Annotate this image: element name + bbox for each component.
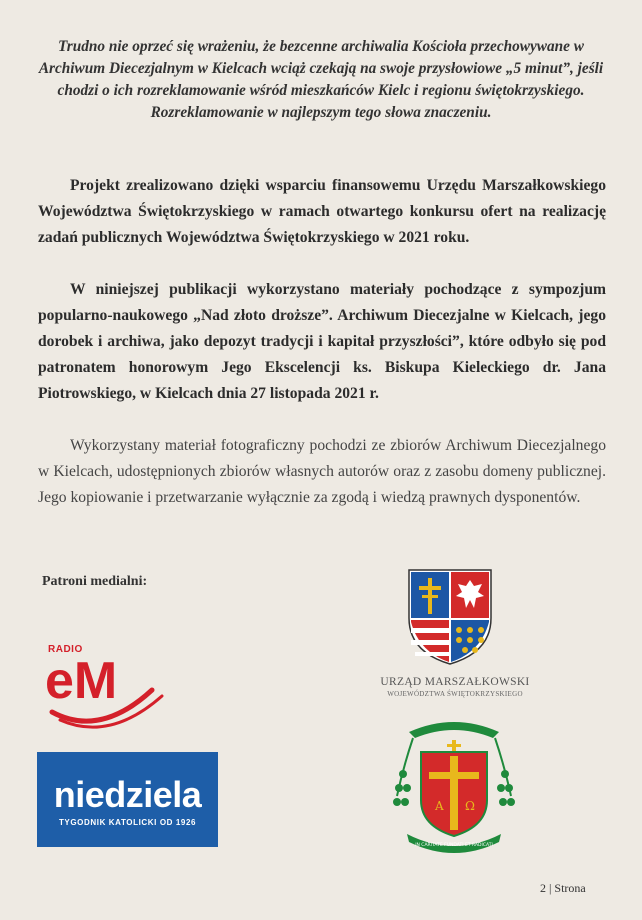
urzad-marszalkowski-line1: URZĄD MARSZAŁKOWSKI (380, 676, 530, 688)
page-number: 2 (540, 881, 546, 895)
media-patrons-label: Patroni medialni: (42, 574, 148, 589)
bishop-motto: IN CARITATE FUNDATI ET RADICATI (415, 843, 493, 848)
svg-text:A: A (435, 799, 444, 813)
radio-em-logo (40, 640, 170, 732)
niedziela-name: niedziela (53, 774, 202, 815)
radio-label: RADIO (48, 644, 83, 655)
intro-quote: Trudno nie oprzeć się wrażeniu, że bezcenne archiwalia Kościoła przechowywane w Archiwum Diecezjalnym w Kielcach wciąż czekają na swoje przysłowiowe „5 minut”, jeśli chodzi o ich rozreklamowanie wśród mieszkańców Kielc i regionu świętokrzyskiego. Rozreklamowanie w najlepszym tego słowa znaczeniu. (38, 38, 604, 121)
symposium-paragraph: W niniejszej publikacji wykorzystano materiały pochodzące z sympozjum popularno-naukowego „Nad złoto droższe”. Archiwum Diecezjalne w Kielcach, jego dorobek i archiwa, jako depozyt tradycji i kapitał przyszłości”, które odbyło się pod patronatem honorowym Jego Ekscelencji ks. Biskupa Kieleckiego dr. Jana Piotrowskiego, w Kielcach dnia 27 listopada 2021 r. (38, 281, 606, 402)
bishop-coat-of-arms-icon (389, 718, 519, 856)
radio-em-name: eM (45, 652, 118, 710)
funding-paragraph: Projekt zrealizowano dzięki wsparciu finansowemu Urzędu Marszałkowskiego Województwa Świętokrzyskiego w ramach otwartego konkursu ofert na realizację zadań publicznych Województwa Świętokrzyskiego w 2021 roku. (38, 177, 606, 246)
page-label: | Strona (549, 881, 586, 895)
photos-paragraph: Wykorzystany materiał fotograficzny pochodzi ze zbiorów Archiwum Diecezjalnego w Kielcach, udostępnionych zbiorów własnych autorów oraz z zasobu domeny publicznej. Jego kopiowanie i przetwarzanie wyłącznie za zgodą i wiedzą prawnych dysponentów. (38, 437, 606, 506)
niedziela-subtitle: TYGODNIK KATOLICKI OD 1926 (58, 818, 197, 827)
voivodeship-crest-icon (407, 568, 493, 666)
niedziela-logo (37, 752, 218, 847)
svg-text:Ω: Ω (465, 799, 475, 813)
page-footer (540, 881, 586, 896)
urzad-marszalkowski-line2: WOJEWÓDZTWA ŚWIĘTOKRZYSKIEGO (387, 690, 523, 698)
